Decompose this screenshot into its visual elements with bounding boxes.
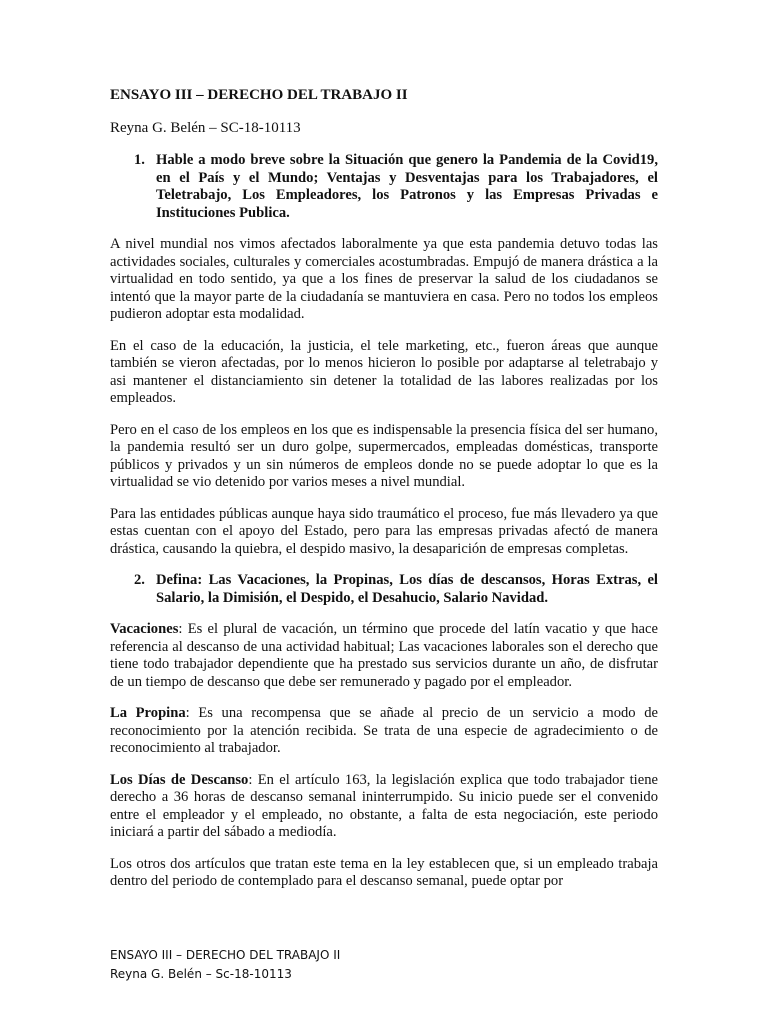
question-1-number: 1. <box>134 152 145 168</box>
definition-vacaciones <box>110 621 658 691</box>
document-body <box>110 86 658 891</box>
definition-propina <box>110 705 658 758</box>
page-footer <box>110 946 340 984</box>
footer-line-2: Reyna G. Belén – Sc-18-10113 <box>110 967 292 981</box>
paragraph-last: Los otros dos artículos que tratan este tema en la ley establecen que, si un empleado trabaja dentro del periodo de contemplado para el descanso semanal, puede optar por <box>110 855 658 889</box>
footer-line-1: ENSAYO III – DERECHO DEL TRABAJO II <box>110 948 341 962</box>
term-propina: La Propina <box>110 705 186 721</box>
term-descanso: Los Días de Descanso <box>110 771 249 788</box>
paragraph-1: A nivel mundial nos vimos afectados laboralmente ya que esta pandemia detuvo todas las actividades sociales, culturales y comerciales acostumbradas. Empujó de manera drástica a la virtualidad en todo sentido, ya que a los fines de preservar la salud de los ciudadanos se intentó que la mayor parte de la ciudadanía se mantuviera en casa. Pero no todos los empleos pudieron adoptar esta modalidad. <box>110 236 658 322</box>
question-1 <box>110 152 658 222</box>
definition-vacaciones-text: : Es el plural de vacación, un término que procede del latín vacatio y que hace referencia al descanso de una actividad habitual; Las vacaciones laborales son el derecho que tiene todo trabajador dependiente que ha prestado sus servicios durante un año, de disfrutar de un tiempo de descanso que debe ser remunerado y pagado por el empleador. <box>110 621 658 690</box>
term-vacaciones: Vacaciones <box>110 621 179 637</box>
author-line: Reyna G. Belén – SC-18-10113 <box>110 120 301 136</box>
paragraph-3: Pero en el caso de los empleos en los que es indispensable la presencia física del ser humano, la pandemia resultó ser un duro golpe, supermercados, empleadas domésticas, transporte públicos y privados y un sin números de empleos donde no se puede adoptar lo que es la virtualidad se vio detenido por varios meses a nivel mundial. <box>110 421 658 490</box>
question-2-number: 2. <box>134 572 145 588</box>
definition-descanso <box>110 772 658 842</box>
definition-propina-text: : Es una recompensa que se añade al precio de un servicio a modo de reconocimiento por la atención recibida. Se trata de una especie de agradecimiento o de reconocimiento al trabajador. <box>110 705 658 756</box>
definition-descanso-text: : En el artículo 163, la legislación explica que todo trabajador tiene derecho a 36 horas de descanso semanal ininterrumpido. Su inicio puede ser el convenido entre el empleador y el empleado, no obstante, a falta de esta negociación, este periodo iniciará a partir del sábado a mediodía. <box>110 771 658 840</box>
question-1-text: Hable a modo breve sobre la Situación que genero la Pandemia de la Covid19, en el País y el Mundo; Ventajas y Desventajas para los Trabajadores, el Teletrabajo, Los Empleadores, los Patronos y las Empresas Privadas e Instituciones Publica. <box>156 152 658 221</box>
question-2-text: Defina: Las Vacaciones, la Propinas, Los días de descansos, Horas Extras, el Salario, la Dimisión, el Despido, el Desahucio, Salario Navidad. <box>156 572 658 606</box>
document-title: ENSAYO III – DERECHO DEL TRABAJO II <box>110 87 408 103</box>
paragraph-2: En el caso de la educación, la justicia, el tele marketing, etc., fueron áreas que aunque también se vieron afectadas, por lo menos hicieron lo posible por adaptarse al teletrabajo y asi mantener el distanciamiento sin detener la totalidad de las labores realizadas por los empleados. <box>110 337 658 406</box>
question-2 <box>110 572 658 607</box>
paragraph-4: Para las entidades públicas aunque haya sido traumático el proceso, fue más llevadero ya que estas cuentan con el apoyo del Estado, pero para las empresas privadas afectó de manera drástica, causando la quiebra, el despido masivo, la desaparición de empresas completas. <box>110 505 658 557</box>
